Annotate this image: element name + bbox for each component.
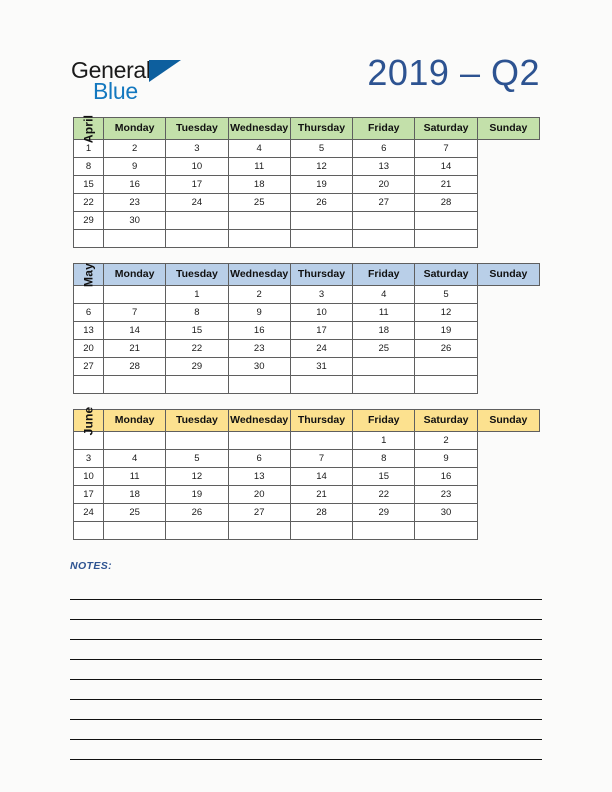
day-cell[interactable]: 23 — [228, 340, 290, 358]
day-cell[interactable]: 5 — [166, 450, 228, 468]
day-cell[interactable]: 12 — [290, 158, 352, 176]
day-cell[interactable]: 12 — [166, 468, 228, 486]
weekday-header-tuesday: Tuesday — [166, 118, 228, 140]
day-cell[interactable]: 25 — [104, 504, 166, 522]
day-cell[interactable]: 4 — [104, 450, 166, 468]
day-cell[interactable]: 2 — [228, 286, 290, 304]
week-row — [74, 140, 540, 158]
day-cell[interactable]: 20 — [228, 486, 290, 504]
day-cell-empty[interactable] — [353, 522, 415, 540]
day-cell[interactable]: 18 — [353, 322, 415, 340]
day-cell[interactable]: 15 — [353, 468, 415, 486]
day-cell-empty[interactable] — [166, 376, 228, 394]
note-line[interactable] — [70, 580, 542, 600]
weekday-header-sunday: Sunday — [477, 264, 539, 286]
day-cell[interactable]: 4 — [228, 140, 290, 158]
day-cell[interactable]: 2 — [104, 140, 166, 158]
weekday-header-saturday: Saturday — [415, 264, 477, 286]
day-cell[interactable]: 11 — [104, 468, 166, 486]
day-cell[interactable]: 23 — [104, 194, 166, 212]
day-cell-empty[interactable] — [104, 376, 166, 394]
weekday-header-thursday: Thursday — [290, 118, 352, 140]
day-cell[interactable]: 23 — [415, 486, 477, 504]
day-cell[interactable]: 1 — [74, 140, 104, 158]
day-cell-empty[interactable] — [166, 522, 228, 540]
day-cell[interactable]: 8 — [74, 158, 104, 176]
weekday-header-thursday: Thursday — [290, 410, 352, 432]
day-cell[interactable]: 28 — [290, 504, 352, 522]
day-cell[interactable]: 7 — [415, 140, 477, 158]
notes-section — [70, 560, 542, 760]
day-cell[interactable]: 3 — [74, 450, 104, 468]
day-cell[interactable]: 15 — [74, 176, 104, 194]
day-cell[interactable]: 21 — [290, 486, 352, 504]
page-header — [0, 0, 612, 110]
day-cell[interactable]: 30 — [415, 504, 477, 522]
day-cell[interactable]: 6 — [228, 450, 290, 468]
day-cell[interactable]: 8 — [353, 450, 415, 468]
day-cell[interactable]: 1 — [353, 432, 415, 450]
weekday-header-sunday: Sunday — [477, 118, 539, 140]
day-cell[interactable]: 24 — [290, 340, 352, 358]
day-cell[interactable]: 22 — [353, 486, 415, 504]
day-cell-empty[interactable] — [228, 212, 290, 230]
week-row — [74, 432, 540, 450]
day-cell[interactable]: 12 — [415, 304, 477, 322]
day-cell[interactable]: 5 — [415, 286, 477, 304]
month-label: April — [81, 114, 96, 143]
month-block-may — [73, 263, 540, 394]
day-cell-empty[interactable] — [74, 376, 104, 394]
day-cell[interactable]: 2 — [415, 432, 477, 450]
day-cell[interactable]: 10 — [166, 158, 228, 176]
weekday-header-friday: Friday — [353, 264, 415, 286]
month-block-june — [73, 406, 540, 540]
note-line[interactable] — [70, 720, 542, 740]
day-cell[interactable]: 31 — [290, 358, 352, 376]
day-cell[interactable]: 3 — [166, 140, 228, 158]
day-cell[interactable]: 18 — [104, 486, 166, 504]
day-cell[interactable]: 22 — [74, 194, 104, 212]
day-cell[interactable]: 17 — [290, 322, 352, 340]
weekday-header-sunday: Sunday — [477, 410, 539, 432]
note-line[interactable] — [70, 620, 542, 640]
notes-lines — [70, 580, 542, 760]
day-cell-empty[interactable] — [290, 522, 352, 540]
day-cell[interactable]: 26 — [415, 340, 477, 358]
day-cell-empty[interactable] — [74, 522, 104, 540]
day-cell[interactable]: 27 — [353, 194, 415, 212]
day-cell[interactable]: 6 — [353, 140, 415, 158]
calendar-table-june — [73, 406, 540, 540]
weekday-header-monday: Monday — [104, 264, 166, 286]
week-row — [74, 176, 540, 194]
day-cell-empty[interactable] — [415, 376, 477, 394]
day-cell[interactable]: 30 — [104, 212, 166, 230]
day-cell[interactable]: 1 — [166, 286, 228, 304]
triangle-icon — [149, 60, 181, 82]
month-label: June — [81, 406, 96, 435]
day-cell[interactable]: 5 — [290, 140, 352, 158]
day-cell-empty[interactable] — [228, 376, 290, 394]
day-cell-empty[interactable] — [104, 286, 166, 304]
note-line[interactable] — [70, 640, 542, 660]
day-cell[interactable]: 9 — [415, 450, 477, 468]
day-cell-empty[interactable] — [290, 230, 352, 248]
weekday-header-wednesday: Wednesday — [228, 264, 290, 286]
week-row — [74, 194, 540, 212]
day-cell[interactable]: 3 — [290, 286, 352, 304]
day-cell-empty[interactable] — [166, 230, 228, 248]
note-line[interactable] — [70, 680, 542, 700]
day-cell[interactable]: 21 — [104, 340, 166, 358]
week-row — [74, 322, 540, 340]
weekday-header-saturday: Saturday — [415, 118, 477, 140]
weekday-header-tuesday: Tuesday — [166, 264, 228, 286]
month-label-cell — [74, 114, 104, 143]
day-cell[interactable]: 21 — [415, 176, 477, 194]
weekday-header-wednesday: Wednesday — [228, 410, 290, 432]
day-cell[interactable]: 16 — [104, 176, 166, 194]
day-cell-empty[interactable] — [104, 230, 166, 248]
day-cell[interactable]: 13 — [228, 468, 290, 486]
weekday-header-monday: Monday — [104, 410, 166, 432]
logo-general-text: General — [71, 57, 151, 83]
month-label-cell — [74, 406, 104, 435]
week-row — [74, 376, 540, 394]
week-row — [74, 358, 540, 376]
day-cell-empty[interactable] — [415, 522, 477, 540]
day-cell-empty[interactable] — [290, 376, 352, 394]
day-cell[interactable]: 10 — [290, 304, 352, 322]
day-cell-empty[interactable] — [353, 230, 415, 248]
day-cell[interactable]: 24 — [74, 504, 104, 522]
day-cell-empty[interactable] — [353, 212, 415, 230]
day-cell[interactable]: 17 — [74, 486, 104, 504]
day-cell[interactable]: 24 — [166, 194, 228, 212]
calendar-table-may — [73, 263, 540, 394]
day-cell[interactable]: 18 — [228, 176, 290, 194]
day-cell[interactable]: 4 — [353, 286, 415, 304]
day-cell[interactable]: 26 — [290, 194, 352, 212]
day-cell-empty[interactable] — [415, 230, 477, 248]
week-row — [74, 468, 540, 486]
note-line[interactable] — [70, 660, 542, 680]
day-cell[interactable]: 29 — [353, 504, 415, 522]
weekday-header-wednesday: Wednesday — [228, 118, 290, 140]
week-row — [74, 486, 540, 504]
note-line[interactable] — [70, 740, 542, 760]
day-cell[interactable]: 28 — [104, 358, 166, 376]
week-row — [74, 450, 540, 468]
day-cell-empty[interactable] — [74, 230, 104, 248]
day-cell[interactable]: 26 — [166, 504, 228, 522]
day-cell[interactable]: 17 — [166, 176, 228, 194]
day-cell[interactable]: 7 — [104, 304, 166, 322]
weekday-header-monday: Monday — [104, 118, 166, 140]
day-cell-empty[interactable] — [104, 432, 166, 450]
weekday-header-friday: Friday — [353, 410, 415, 432]
day-cell-empty[interactable] — [228, 432, 290, 450]
day-cell[interactable]: 22 — [166, 340, 228, 358]
day-cell[interactable]: 27 — [74, 358, 104, 376]
day-cell[interactable]: 9 — [104, 158, 166, 176]
day-cell[interactable]: 14 — [290, 468, 352, 486]
week-row — [74, 212, 540, 230]
month-label: May — [81, 262, 96, 287]
weekday-header-friday: Friday — [353, 118, 415, 140]
day-cell-empty[interactable] — [353, 376, 415, 394]
day-cell[interactable]: 16 — [415, 468, 477, 486]
week-row — [74, 304, 540, 322]
month-label-cell — [74, 264, 104, 286]
day-cell[interactable]: 19 — [290, 176, 352, 194]
brand-logo — [71, 57, 191, 105]
day-cell[interactable]: 20 — [74, 340, 104, 358]
day-cell[interactable]: 9 — [228, 304, 290, 322]
day-cell[interactable]: 25 — [353, 340, 415, 358]
day-cell[interactable]: 11 — [353, 304, 415, 322]
week-row — [74, 158, 540, 176]
day-cell[interactable]: 13 — [353, 158, 415, 176]
day-cell-empty[interactable] — [166, 432, 228, 450]
day-cell[interactable]: 11 — [228, 158, 290, 176]
day-cell-empty[interactable] — [228, 522, 290, 540]
day-cell[interactable]: 6 — [74, 304, 104, 322]
note-line[interactable] — [70, 700, 542, 720]
logo-blue-text: Blue — [93, 78, 138, 104]
day-cell-empty[interactable] — [228, 230, 290, 248]
weekday-header-thursday: Thursday — [290, 264, 352, 286]
week-row — [74, 286, 540, 304]
month-block-april — [73, 114, 540, 248]
day-cell[interactable]: 20 — [353, 176, 415, 194]
day-cell[interactable]: 15 — [166, 322, 228, 340]
week-row — [74, 230, 540, 248]
day-cell-empty[interactable] — [290, 212, 352, 230]
day-cell[interactable]: 7 — [290, 450, 352, 468]
day-cell[interactable]: 19 — [166, 486, 228, 504]
day-cell[interactable]: 10 — [74, 468, 104, 486]
day-cell[interactable]: 8 — [166, 304, 228, 322]
day-cell[interactable]: 30 — [228, 358, 290, 376]
day-cell[interactable]: 13 — [74, 322, 104, 340]
day-cell-empty[interactable] — [415, 358, 477, 376]
weekday-header-saturday: Saturday — [415, 410, 477, 432]
notes-title: NOTES: — [70, 560, 113, 572]
day-cell[interactable]: 19 — [415, 322, 477, 340]
calendar-table-april — [73, 114, 540, 248]
week-row — [74, 340, 540, 358]
note-line[interactable] — [70, 600, 542, 620]
weekday-header-tuesday: Tuesday — [166, 410, 228, 432]
day-cell[interactable]: 27 — [228, 504, 290, 522]
page-title: 2019 – Q2 — [367, 52, 540, 93]
day-cell-empty[interactable] — [166, 212, 228, 230]
day-cell[interactable]: 28 — [415, 194, 477, 212]
day-cell-empty[interactable] — [415, 212, 477, 230]
day-cell[interactable]: 25 — [228, 194, 290, 212]
week-row — [74, 522, 540, 540]
day-cell-empty[interactable] — [290, 432, 352, 450]
day-cell[interactable]: 29 — [166, 358, 228, 376]
day-cell-empty[interactable] — [353, 358, 415, 376]
day-cell[interactable]: 29 — [74, 212, 104, 230]
week-row — [74, 504, 540, 522]
day-cell[interactable]: 14 — [104, 322, 166, 340]
day-cell[interactable]: 14 — [415, 158, 477, 176]
day-cell[interactable]: 16 — [228, 322, 290, 340]
day-cell-empty[interactable] — [104, 522, 166, 540]
